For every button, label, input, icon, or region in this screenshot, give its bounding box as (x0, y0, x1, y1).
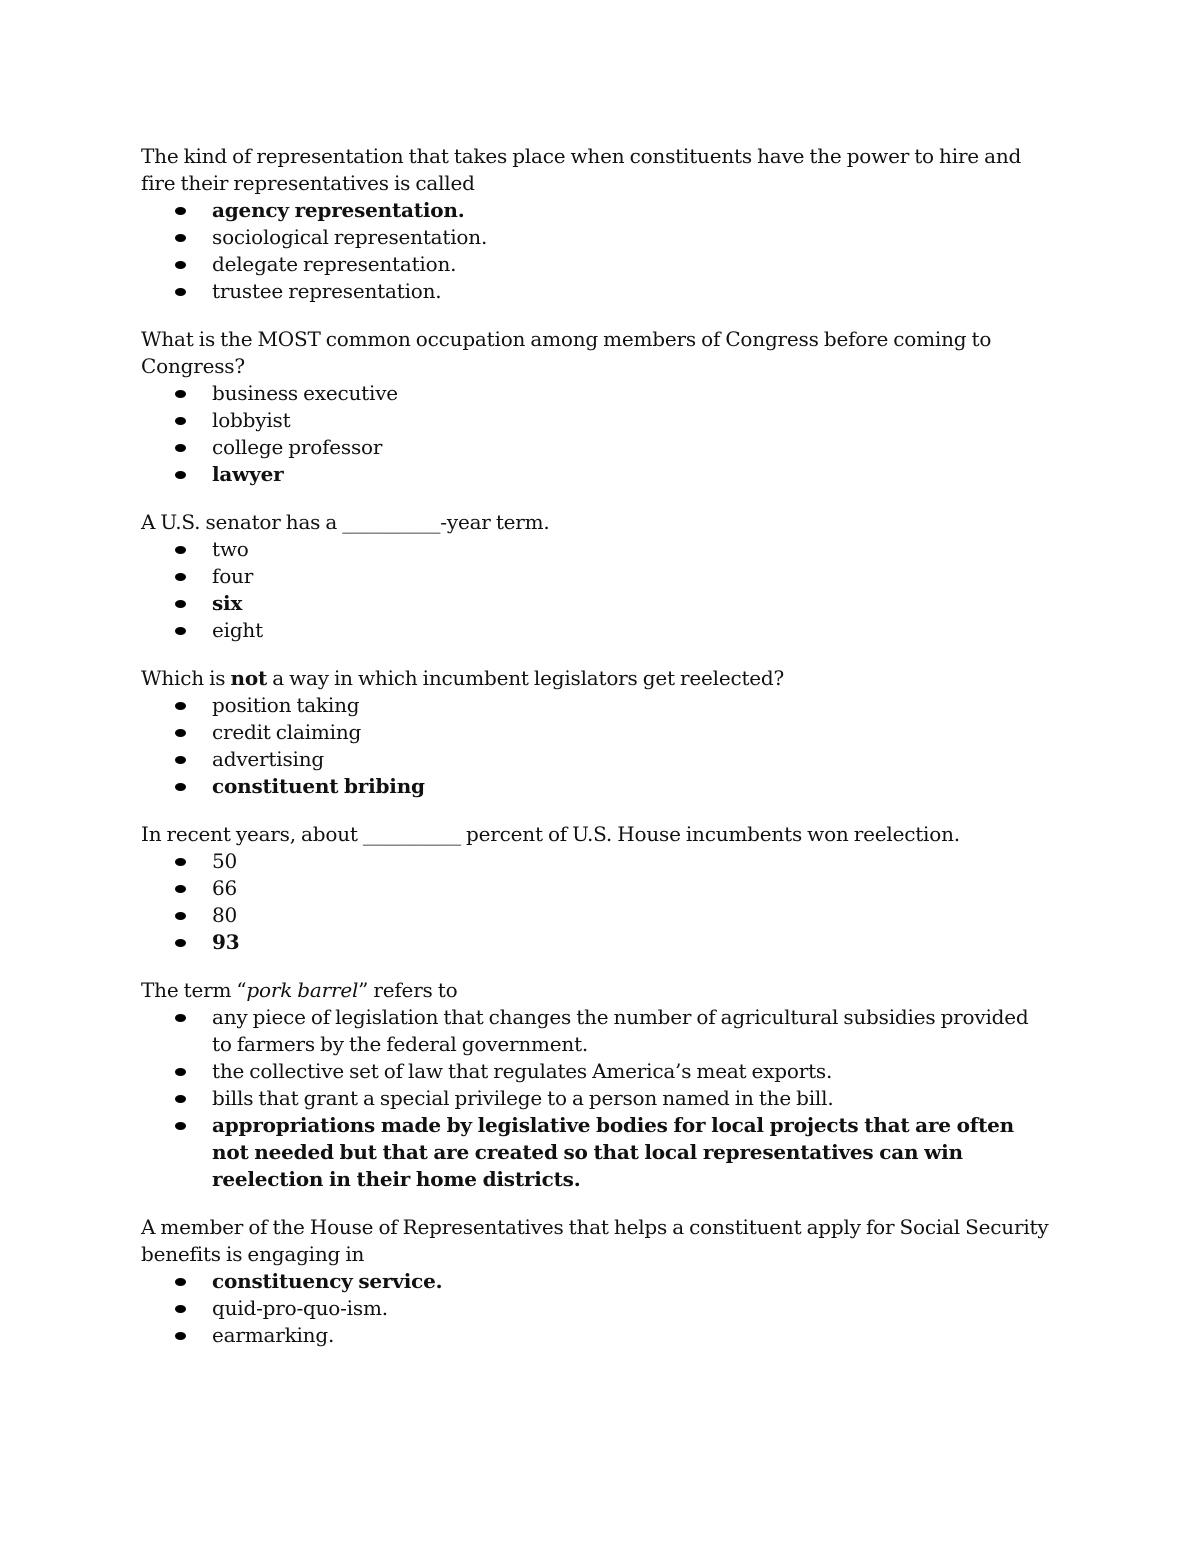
answer-option-label: 66 (212, 876, 238, 900)
question-3 (141, 509, 1051, 644)
answer-option-label: bills that grant a special privilege to a person named in the bill. (212, 1086, 834, 1110)
bullet-icon (175, 1014, 186, 1022)
question-2 (141, 326, 1051, 488)
answer-option (141, 1058, 1051, 1085)
question-prompt: A member of the House of Representatives that helps a constituent apply for Social Security benefits is engaging in (141, 1215, 1049, 1266)
question-prompt: A U.S. senator has a __________-year term. (141, 510, 550, 534)
bullet-icon (175, 390, 186, 398)
answer-option-label: agency representation. (212, 198, 465, 222)
answer-option (141, 773, 1051, 800)
answer-option (141, 197, 1051, 224)
answer-option-label: quid-pro-quo-ism. (212, 1296, 388, 1320)
answer-option (141, 590, 1051, 617)
answer-option-label: appropriations made by legislative bodies for local projects that are often not needed but that are created so that local representatives can win reelection in their home districts. (212, 1113, 1015, 1191)
answer-option-label: position taking (212, 693, 360, 717)
bullet-icon (175, 885, 186, 893)
bullet-icon (175, 1095, 186, 1103)
question-prompt (141, 977, 1051, 1004)
answer-option (141, 1085, 1051, 1112)
prompt-text: The term “ (141, 978, 247, 1002)
answer-option (141, 461, 1051, 488)
answer-option (141, 434, 1051, 461)
answer-option (141, 1112, 1051, 1193)
bullet-icon (175, 444, 186, 452)
answer-option (141, 1295, 1051, 1322)
prompt-text: a way in which incumbent legislators get reelected? (267, 666, 785, 690)
bullet-icon (175, 261, 186, 269)
answer-option (141, 407, 1051, 434)
answer-option-label: business executive (212, 381, 398, 405)
answer-option-label: two (212, 537, 249, 561)
bullet-icon (175, 1068, 186, 1076)
answer-options (141, 848, 1051, 956)
bullet-icon (175, 288, 186, 296)
answer-option (141, 929, 1051, 956)
bullet-icon (175, 627, 186, 635)
answer-options (141, 692, 1051, 800)
answer-option-label: eight (212, 618, 263, 642)
answer-options (141, 1268, 1051, 1349)
answer-option-label: lobbyist (212, 408, 291, 432)
answer-options (141, 1004, 1051, 1193)
prompt-emphasis: not (230, 666, 268, 690)
answer-option-label: trustee representation. (212, 279, 442, 303)
answer-option-label: 80 (212, 903, 238, 927)
answer-option-label: the collective set of law that regulates America’s meat exports. (212, 1059, 833, 1083)
answer-option (141, 536, 1051, 563)
answer-option (141, 1322, 1051, 1349)
answer-option-label: any piece of legislation that changes the number of agricultural subsidies provided to farmers by the federal government. (212, 1005, 1029, 1056)
question-prompt (141, 665, 1051, 692)
answer-option (141, 719, 1051, 746)
prompt-emphasis: pork barrel (246, 978, 359, 1002)
document-page (141, 143, 1051, 1370)
answer-option-label: constituency service. (212, 1269, 443, 1293)
question-7 (141, 1214, 1051, 1349)
question-prompt: In recent years, about __________ percent of U.S. House incumbents won reelection. (141, 822, 960, 846)
question-prompt: The kind of representation that takes place when constituents have the power to hire and fire their representatives is called (141, 144, 1022, 195)
answer-option-label: advertising (212, 747, 324, 771)
answer-option (141, 746, 1051, 773)
answer-option (141, 1004, 1051, 1058)
bullet-icon (175, 546, 186, 554)
answer-option-label: lawyer (212, 462, 284, 486)
answer-option-label: constituent bribing (212, 774, 425, 798)
bullet-icon (175, 600, 186, 608)
bullet-icon (175, 729, 186, 737)
answer-option (141, 848, 1051, 875)
answer-option (141, 1268, 1051, 1295)
bullet-icon (175, 702, 186, 710)
bullet-icon (175, 939, 186, 947)
answer-option (141, 251, 1051, 278)
answer-options (141, 536, 1051, 644)
answer-option (141, 380, 1051, 407)
question-5 (141, 821, 1051, 956)
bullet-icon (175, 471, 186, 479)
bullet-icon (175, 417, 186, 425)
answer-option-label: credit claiming (212, 720, 362, 744)
answer-option-label: 50 (212, 849, 238, 873)
answer-option-label: four (212, 564, 254, 588)
bullet-icon (175, 1122, 186, 1130)
answer-option (141, 278, 1051, 305)
answer-options (141, 380, 1051, 488)
answer-option-label: 93 (212, 930, 240, 954)
answer-option-label: earmarking. (212, 1323, 335, 1347)
prompt-text: ” refers to (358, 978, 458, 1002)
bullet-icon (175, 858, 186, 866)
answer-option (141, 902, 1051, 929)
prompt-text: Which is (141, 666, 231, 690)
answer-option (141, 563, 1051, 590)
answer-option-label: college professor (212, 435, 383, 459)
answer-option (141, 692, 1051, 719)
answer-options (141, 197, 1051, 305)
bullet-icon (175, 207, 186, 215)
bullet-icon (175, 756, 186, 764)
answer-option-label: six (212, 591, 243, 615)
answer-option (141, 875, 1051, 902)
answer-option-label: sociological representation. (212, 225, 488, 249)
answer-option-label: delegate representation. (212, 252, 457, 276)
bullet-icon (175, 234, 186, 242)
bullet-icon (175, 783, 186, 791)
answer-option (141, 617, 1051, 644)
bullet-icon (175, 573, 186, 581)
answer-option (141, 224, 1051, 251)
bullet-icon (175, 1305, 186, 1313)
bullet-icon (175, 1332, 186, 1340)
question-4 (141, 665, 1051, 800)
question-1 (141, 143, 1051, 305)
bullet-icon (175, 1278, 186, 1286)
question-6 (141, 977, 1051, 1193)
bullet-icon (175, 912, 186, 920)
question-prompt: What is the MOST common occupation among members of Congress before coming to Congress? (141, 327, 992, 378)
